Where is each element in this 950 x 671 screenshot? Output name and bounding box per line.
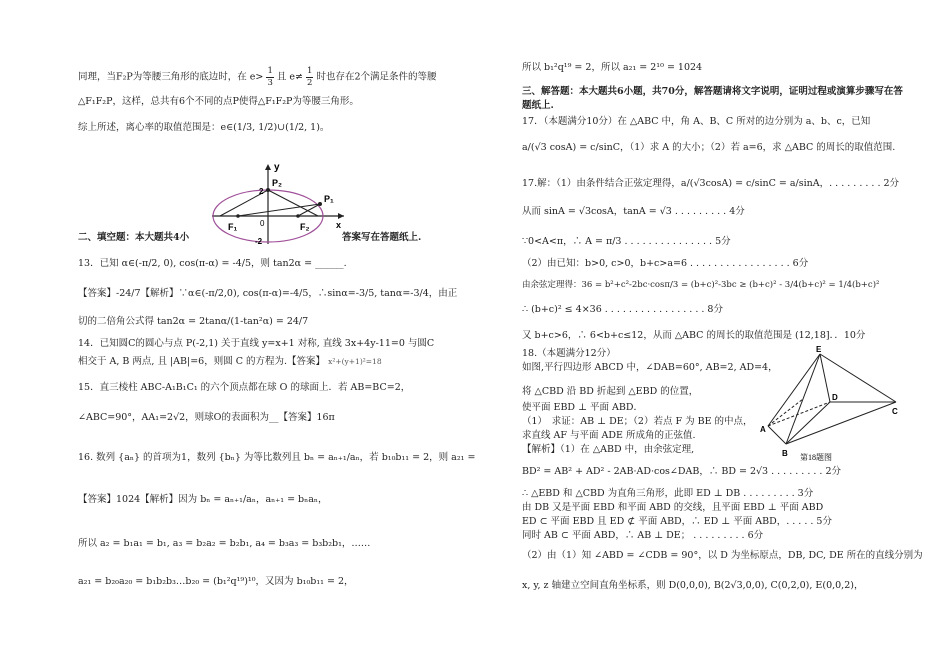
q13-question: 13．已知 α∈(-π/2, 0), cos(π-α) = -4/5，则 tan2α = ______. xyxy=(78,258,347,269)
fig1-y-label: y xyxy=(274,162,280,173)
section-3-heading-2: 题纸上. xyxy=(522,100,554,111)
section-2-heading: 二、填空题：本大题共4小 xyxy=(78,232,190,243)
fig2-label-a: A xyxy=(760,425,766,434)
left-paragraph-3: 综上所述，离心率的取值范围是：e∈(1/3, 1/2)∪(1/2, 1)。 xyxy=(78,122,330,133)
q13-answer: 【答案】-24/7【解析】∵α∈(-π/2,0), cos(π-α)=-4/5，∴sinα=-3/5, tanα=-3/4，由正 xyxy=(78,288,458,299)
q17-equation: a/(√3 cosA) = c/sinC，（1）求 A 的大小；（2）若 a=6，求 △ABC 的周长的取值范围. xyxy=(522,142,896,153)
fig1-f2-label: F₂ xyxy=(300,222,310,232)
s18-line-5: ED ⊂ 平面 EBD 且 ED ⊄ 平面 ABD，∴ ED ⊥ 平面 ABD，. . . . . 5分 xyxy=(522,516,832,527)
section-3-heading: 三、解答题：本大题共6小题，共70分，解答题请将文字说明，证明过程或演算步骤写在答 xyxy=(522,86,903,97)
fig1-origin-label: 0 xyxy=(260,219,265,228)
q15-line-2: ∠ABC=90°，AA₁=2√2，则球O的表面积为__【答案】16π xyxy=(78,412,335,423)
q18-line-3: 使平面 EBD ⊥ 平面 ABD． xyxy=(522,402,644,413)
s17-line-7: 又 b+c>6，∴ 6<b+c≤12，从而 △ABC 的周长的取值范围是 (12,18]．．10分 xyxy=(522,330,866,341)
q16-line-1: 16. 数列 {aₙ} 的首项为1，数列 {bₙ} 为等比数列且 bₙ = aₙ₊₁/aₙ，若 b₁₀b₁₁ = 2，则 a₂₁ = xyxy=(78,452,476,463)
s18-line-3: ∴ △EBD 和 △CBD 为直角三角形，此即 ED ⊥ DB . . . . . . . . . 3分 xyxy=(522,488,814,499)
fig1-f1-label: F₁ xyxy=(228,222,238,232)
fraction-1-2: $\frac{1}{2}$ xyxy=(307,66,313,88)
s18-line-6: 同时 AB ⊂ 平面 ABD，∴ AB ⊥ DE； . . . . . . . . . 6分 xyxy=(522,530,764,541)
s18-line-4: 由 DB 又是平面 EBD 和平面 ABD 的交线，且平面 EBD ⊥ 平面 ABD xyxy=(522,502,824,513)
fold-figure xyxy=(760,344,900,462)
s18-line-7: （2）由（1）知 ∠ABD = ∠CDB = 90°，以 D 为坐标原点，DB, DC, DE 所在的直线分别为 xyxy=(522,550,923,561)
q16-conclusion: 所以 b₁²q¹⁹ = 2，所以 a₂₁ = 2¹⁰ = 1024 xyxy=(522,62,703,73)
left-column xyxy=(78,0,476,671)
s17-line-2: 从而 sinA = √3cosA，tanA = √3 . . . . . . . . . 4分 xyxy=(522,206,745,217)
q18-title: 18.（本题满分12分） xyxy=(522,348,616,359)
q13-answer-2: 切的二倍角公式得 tan2α = 2tanα/(1-tan²α) = 24/7 xyxy=(78,316,309,327)
fig1-x-label: x xyxy=(336,220,342,230)
fig1-tick-2: 2 xyxy=(259,187,264,196)
fig2-label-e: E xyxy=(816,345,822,354)
s18-line-2: BD² = AB² + AD² - 2AB·AD·cos∠DAB，∴ BD = 2√3 . . . . . . . . . 2分 xyxy=(522,466,842,477)
ellipse-figure xyxy=(208,160,348,246)
q16-line-4: a₂₁ = b₂₀a₂₀ = b₁b₂b₃…b₂₀ = (b₁²q¹⁹)¹⁰，又因为 b₁₀b₁₁ = 2， xyxy=(78,576,354,587)
q18-line-4: （1） 求证：AB ⊥ DE；（2）若点 F 为 BE 的中点， xyxy=(522,416,753,427)
s17-line-6: ∴ (b+c)² ≤ 4×36 . . . . . . . . . . . . . . . . . 8分 xyxy=(522,304,723,315)
fig2-label-d: D xyxy=(832,393,838,402)
q15-line-1: 15．直三棱柱 ABC-A₁B₁C₁ 的六个顶点都在球 O 的球面上．若 AB=BC=2， xyxy=(78,382,411,393)
q14-answer-value: x²+(y+1)²=18 xyxy=(328,357,382,366)
s18-line-8: x, y, z 轴建立空间直角坐标系，则 D(0,0,0), B(2√3,0,0), C(0,2,0), E(0,0,2)， xyxy=(522,580,864,591)
s17-line-5: 由余弦定理得：36 = b²+c²-2bc·cosπ/3 = (b+c)²-3bc ≥ (b+c)² - 3/4(b+c)² = 1/4(b+c)² xyxy=(522,280,880,290)
left-paragraph-2: △F₁F₂P，这样，总共有6个不同的点P使得△F₁F₂P为等腰三角形。 xyxy=(78,96,359,107)
q14-line-2: 相交于 A, B 两点, 且 |AB|=6，则圆 C 的方程为.【答案】 x²+(y+1)²=18 xyxy=(78,356,382,367)
q16-line-2: 【答案】1024【解析】因为 bₙ = aₙ₊₁/aₙ，aₙ₊₁ = bₙaₙ， xyxy=(78,494,328,505)
fig1-tick-neg2: -2 xyxy=(255,237,263,246)
s17-line-1: 17.解：（1）由条件结合正弦定理得，a/(√3cosA) = c/sinC = a/sinA，. . . . . . . . . 2分 xyxy=(522,178,900,189)
s17-line-4: （2）由已知：b>0, c>0，b+c>a=6 . . . . . . . . . . . . . . . . . 6分 xyxy=(522,258,809,269)
q14-line-1: 14．已知圆C的圆心与点 P(-2,1) 关于直线 y=x+1 对称, 直线 3x+4y-11=0 与圆C xyxy=(78,338,435,349)
s17-line-3: ∵0<A<π，∴ A = π/3 . . . . . . . . . . . . . . . 5分 xyxy=(522,236,731,247)
fig2-caption: 第18题图 xyxy=(800,453,832,462)
fraction-1-3: $\frac{1}{3}$ xyxy=(267,66,273,88)
left-paragraph-1: 同理，当F₂P为等腰三角形的底边时，在 e> $\frac{1}{3}$ 且 e≠ $\frac{1}{2}$ 时也存在2个满足条件的等腰 xyxy=(78,66,437,88)
fig2-label-b: B xyxy=(782,449,788,458)
q18-line-5: 求直线 AF 与平面 ADE 所成角的正弦值. xyxy=(522,430,696,441)
q16-line-3: 所以 a₂ = b₁a₁ = b₁, a₃ = b₂a₂ = b₂b₁, a₄ = b₃a₃ = b₃b₂b₁，…… xyxy=(78,538,371,549)
section-2-heading-tail: 答案写在答题纸上. xyxy=(342,232,422,243)
fig2-label-c: C xyxy=(892,407,898,416)
fig1-p2-label: P₂ xyxy=(272,178,283,188)
s18-line-1: 【解析】（1）在 △ABD 中，由余弦定理, xyxy=(522,444,695,455)
q18-line-2: 将 △CBD 沿 BD 折起到 △EBD 的位置， xyxy=(522,386,699,397)
right-column xyxy=(522,0,923,671)
q17-question: 17．（本题满分10分）在 △ABC 中，角 A、B、C 所对的边分别为 a、b、c，已知 xyxy=(522,116,871,127)
fig1-p1-label: P₁ xyxy=(324,194,334,204)
q18-line-1: 如图,平行四边形 ABCD 中，∠DAB=60°, AB=2, AD=4， xyxy=(522,362,778,373)
